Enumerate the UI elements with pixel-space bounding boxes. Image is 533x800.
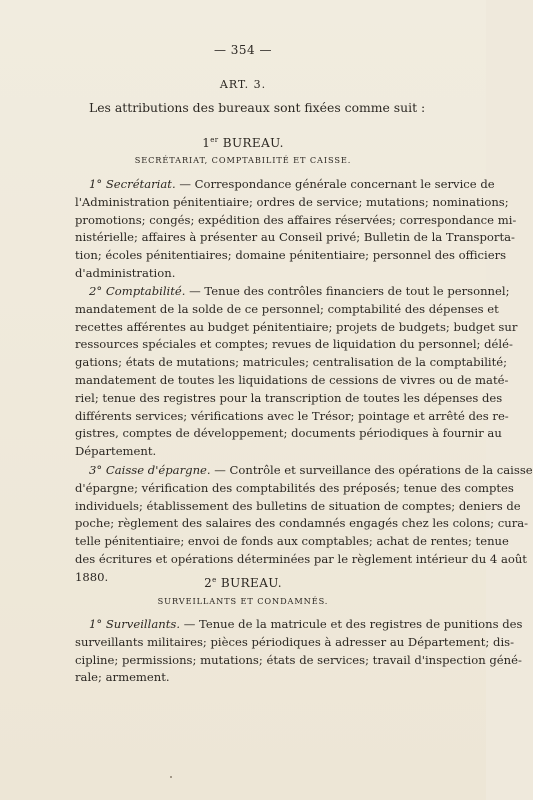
bureau-1-title [0,136,486,150]
paragraph-line: ressources spéciales et comptes; revues de liquidation du personnel; délé- [75,337,513,352]
paragraph-label: 1° Secrétariat. [89,177,176,191]
paragraph-line: l'Administration pénitentiaire; ordres de service; mutations; nominations; [75,194,509,209]
paragraph-line [75,176,495,194]
paragraph-text: — Correspondance générale concernant le service de [179,177,495,191]
bureau-1-subtitle: SECRÉTARIAT, COMPTABILITÉ ET CAISSE. [134,155,352,165]
paragraph-line: poche; règlement des salaires des condamnés engagés chez les colons; cura- [75,516,529,531]
paragraph-comptabilite [75,283,518,461]
paragraph-line: mandatement de la solde de ce personnel; comptabilité des dépenses et [75,301,499,316]
paragraph-line: surveillants militaires; pièces périodiques à adresser au Département; dis- [75,634,515,649]
paragraph-line: recettes afférentes au budget pénitentiaire; projets de budgets; budget sur [75,319,518,334]
paragraph-line: gistres, comptes de développement; documents périodiques à fournir au [75,426,502,441]
paragraph-line: Département. [75,444,157,459]
paragraph-secretariat [75,176,517,283]
paragraph-line: gations; états de mutations; matricules; centralisation de la comptabilité; [75,355,508,370]
paragraph-surveillants [75,616,523,687]
paragraph-line: riel; tenue des registres pour la transcription de toutes les dépenses des [75,390,503,405]
paragraph-line: rale; armement. [75,670,170,685]
paragraph-line: mandatement de toutes les liquidations de cessions de vivres ou de maté- [75,372,509,387]
bureau-1-number: 1 [202,136,211,150]
bureau-1-label: BUREAU. [218,136,284,150]
paragraph-label: 2° Comptabilité. [89,284,186,298]
paragraph-line: d'administration. [75,265,176,280]
paragraph-label: 3° Caisse d'épargne. [89,463,211,477]
paragraph-text: — Tenue de la matricule et des registres de punitions des [183,617,523,631]
paragraph-line: des écritures et opérations déterminées par le règlement intérieur du 4 août [75,551,527,566]
intro-text: Les attributions des bureaux sont fixées comme suit : [89,100,426,115]
paragraph-text: — Tenue des contrôles financiers de tout le personnel; [189,284,510,298]
paragraph-line: différents services; vérifications avec le Trésor; pointage et arrêté des re- [75,408,509,423]
paragraph-line: d'épargne; vérification des comptabilités des préposés; tenue des comptes [75,480,514,495]
bureau-1-ordinal: er [210,136,219,144]
paragraph-line: 1880. [75,569,109,584]
paragraph-line [75,616,523,634]
bureau-2-subtitle: SURVEILLANTS ET CONDAMNÉS. [157,596,329,606]
paragraph-line: individuels; établissement des bulletins de situation de comptes; deniers de [75,498,521,513]
bureau-2-number: 2 [204,576,213,590]
paragraph-line [75,462,533,480]
paragraph-line: tion; écoles pénitentiaires; domaine pénitentiaire; personnel des officiers [75,248,507,263]
page-number: — 354 — [213,43,273,57]
paragraph-line [75,283,510,301]
article-heading: ART. 3. [219,78,267,91]
paragraph-line: telle pénitentiaire; envoi de fonds aux comptables; achat de rentes; tenue [75,534,509,549]
bureau-2-title [0,576,486,590]
paragraph-line: cipline; permissions; mutations; états de services; travail d'inspection géné- [75,652,522,667]
paragraph-text: — Contrôle et surveillance des opérations de la caisse [214,463,533,477]
bureau-2-label: BUREAU. [216,576,282,590]
paragraph-label: 1° Surveillants. [89,617,181,631]
paragraph-line: promotions; congés; expédition des affaires réservées; correspondance mi- [75,212,517,227]
paper-speck [170,776,172,778]
paragraph-line: nistérielle; affaires à présenter au Conseil privé; Bulletin de la Transporta- [75,230,515,245]
paragraph-caisse-epargne [75,462,533,587]
bureau-2-ordinal: e [212,576,217,584]
